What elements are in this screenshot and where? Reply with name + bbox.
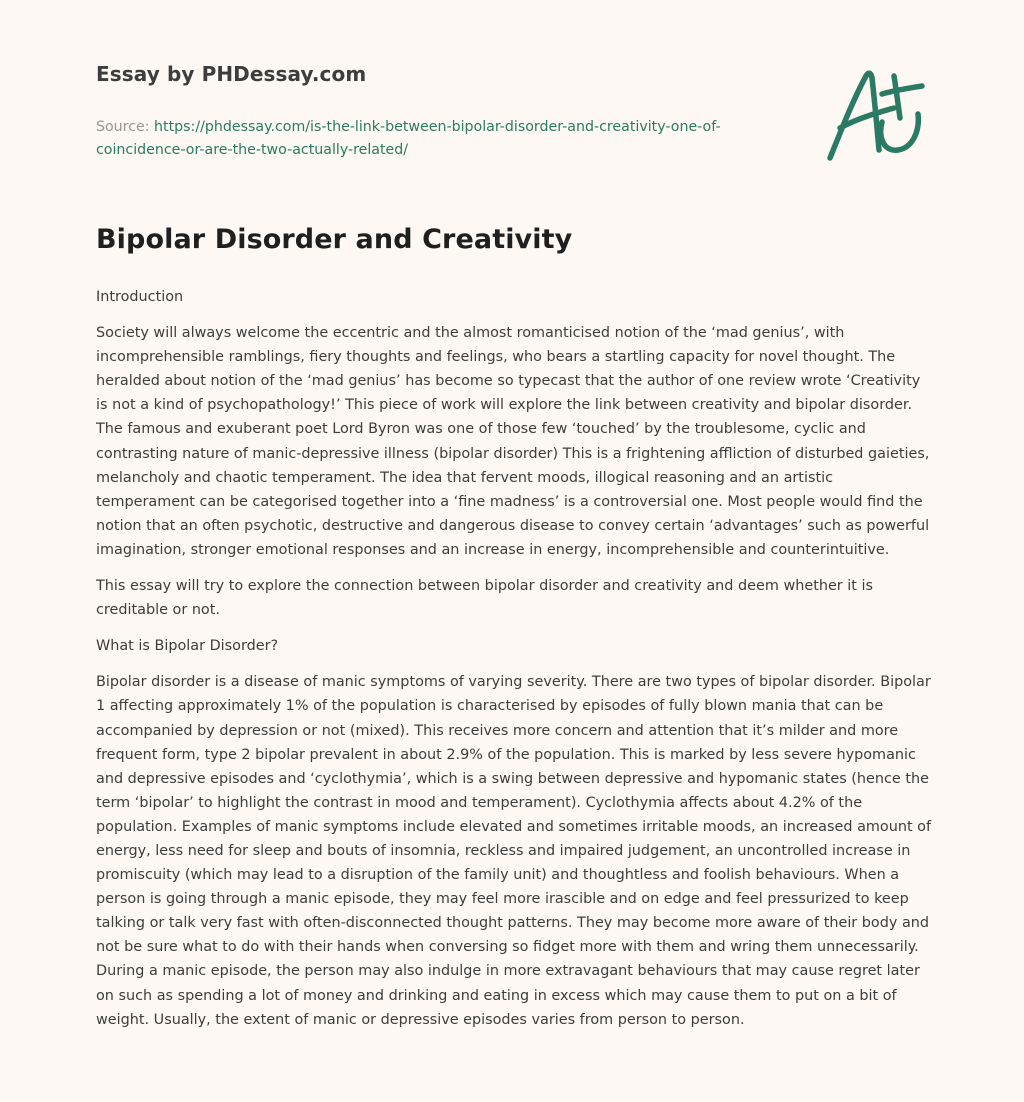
paragraph: Society will always welcome the eccentric and the almost romanticised notion of the ‘mad genius’, with incomprehensible ramblings, fiery thoughts and feelings, who bears a startling capacity for novel thought. The heralded about notion of the ‘mad genius’ has become so typecast that the author of one review wrote ‘Creativity is not a kind of psychopathology!’ This piece of work will explore the link between creativity and bipolar disorder. The famous and exuberant poet Lord Byron was one of those few ‘touched’ by the troublesome, cyclic and contrasting nature of manic-depressive illness (bipolar disorder) This is a frightening affliction of disturbed gaieties, melancholy and chaotic temperament. The idea that fervent moods, illogical reasoning and an artistic temperament can be categorised together into a ‘fine madness’ is a controversial one. Most people would find the notion that an often psychotic, destructive and dangerous disease to convey certain ‘advantages’ such as powerful imagination, stronger emotional responses and an increase in energy, incomprehensible and counterintuitive. xyxy=(96,325,930,558)
source-link-line-2: coincidence-or-are-the-two-actually-related/ xyxy=(96,142,409,158)
paragraph: This essay will try to explore the connection between bipolar disorder and creativity and deem whether it is creditable or not. xyxy=(96,578,874,619)
article-body xyxy=(96,285,936,1044)
page-header xyxy=(96,62,796,162)
source-label: Source: xyxy=(96,119,150,135)
section-heading-what-is-bipolar: What is Bipolar Disorder? xyxy=(96,638,279,655)
a-plus-grade-icon xyxy=(822,66,928,166)
source-link[interactable] xyxy=(96,119,721,158)
logo-strokes xyxy=(830,73,922,158)
source-link-line-1: https://phdessay.com/is-the-link-between-bipolar-disorder-and-creativity-one-of- xyxy=(154,119,721,135)
site-brand: Essay by PHDessay.com xyxy=(96,62,367,86)
section-heading-introduction: Introduction xyxy=(96,289,184,305)
paragraph: Bipolar disorder is a disease of manic symptoms of varying severity. There are two types of bipolar disorder. Bipolar 1 affecting approximately 1% of the population is characterised by episodes of fully blown mania that can be accompanied by depression or not (mixed). This receives more concern and attention that it’s milder and more frequent form, type 2 bipolar prevalent in about 2.9% of the population. This is marked by less severe hypomanic and depressive episodes and ‘cyclothymia’, which is a swing between depressive and hypomanic states (hence the term ‘bipolar’ to highlight the contrast in mood and temperament). Cyclothymia affects about 4.2% of the population. Examples of manic symptoms include elevated and sometimes irritable moods, an increased amount of energy, less need for sleep and bouts of insomnia, reckless and impaired judgement, an uncontrolled increase in promiscuity (which may lead to a disruption of the family unit) and thoughtless and foolish behaviours. When a person is going through a manic episode, they may feel more irascible and on edge and feel pressurized to keep talking or talk very fast with often-disconnected thought patterns. They may become more aware of their body and not be sure what to do with their hands when conversing so fidget more with them and wring them unnecessarily. During a manic episode, the person may also indulge in more extravagant behaviours that may cause regret later on such as spending a lot of money and drinking and eating in excess which may cause them to put on a bit of weight. Usually, the extent of manic or depressive episodes varies from person to person. xyxy=(96,674,932,1028)
source-line xyxy=(96,116,796,162)
article-title: Bipolar Disorder and Creativity xyxy=(96,224,573,255)
